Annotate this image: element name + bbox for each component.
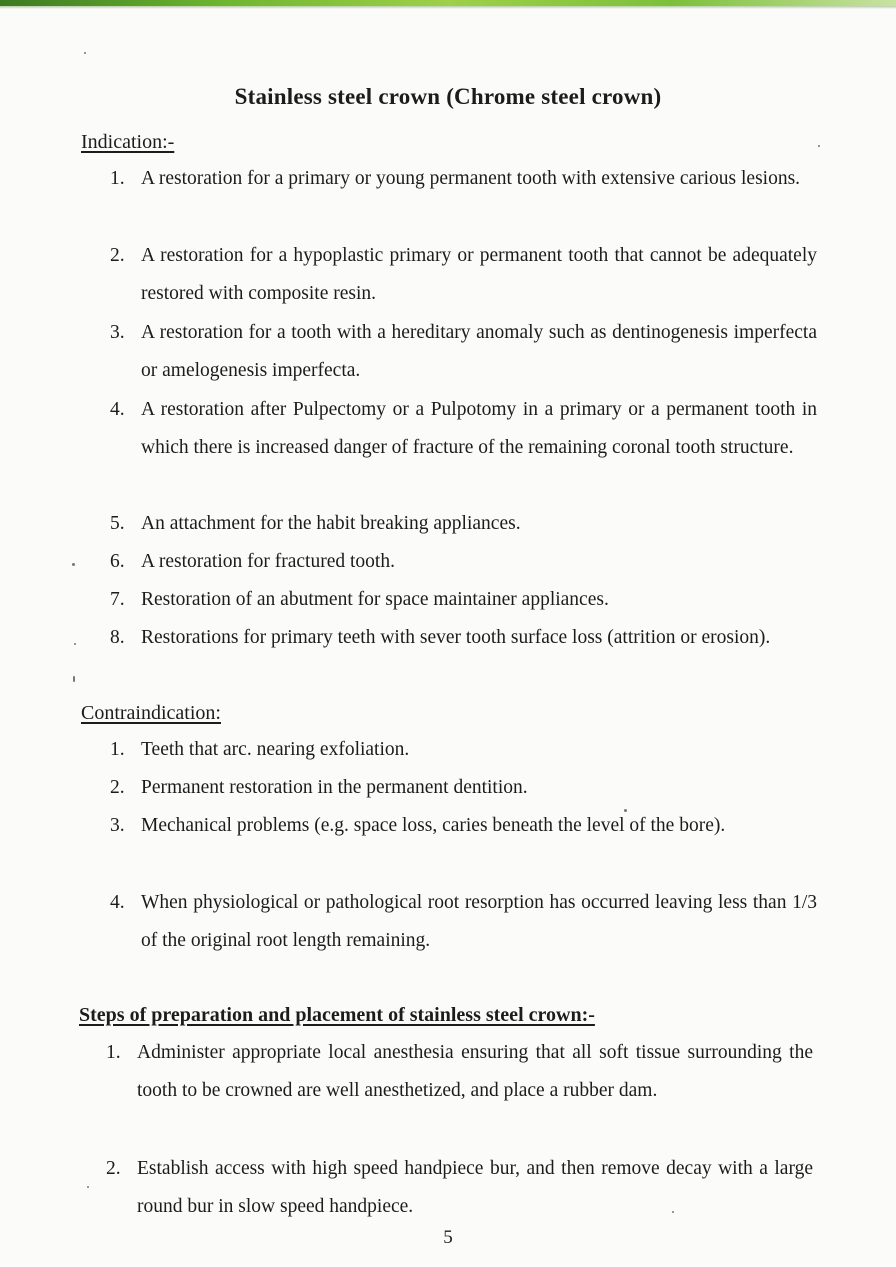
indication-item-4 — [110, 391, 817, 467]
indication-item-3 — [110, 314, 817, 390]
item-text: When physiological or pathological root resorption has occurred leaving less than 1/3 of the original root length remaining. — [141, 892, 817, 951]
page-number: 5 — [443, 1227, 453, 1248]
indication-item-1 — [110, 160, 817, 198]
scan-speck — [74, 643, 76, 645]
item-text: An attachment for the habit breaking appliances. — [141, 513, 521, 534]
indication-item-7 — [110, 581, 817, 619]
indication-item-2 — [110, 237, 817, 313]
item-number: 2. — [110, 245, 125, 266]
item-text: Establish access with high speed handpiece bur, and then remove decay with a large round bur in slow speed handpiece. — [137, 1158, 813, 1217]
item-text: A restoration for a tooth with a hereditary anomaly such as dentinogenesis imperfecta or amelogenesis imperfecta. — [141, 322, 817, 381]
item-text: Teeth that arc. nearing exfoliation. — [141, 739, 410, 760]
steps-item-2 — [106, 1150, 813, 1226]
item-number: 6. — [110, 551, 125, 572]
top-band-shadow — [0, 6, 896, 9]
item-number: 8. — [110, 627, 125, 648]
item-text: Permanent restoration in the permanent dentition. — [141, 777, 528, 798]
indication-heading: Indication:- — [81, 131, 175, 153]
scan-speck — [73, 676, 75, 682]
indication-item-8 — [110, 619, 817, 657]
item-text: Restorations for primary teeth with sever tooth surface loss (attrition or erosion). — [141, 627, 771, 648]
item-number: 3. — [110, 815, 125, 836]
item-number: 1. — [106, 1042, 121, 1063]
scan-speck — [84, 52, 86, 54]
item-number: 7. — [110, 589, 125, 610]
contraindication-item-3 — [110, 807, 817, 845]
steps-item-1 — [106, 1034, 813, 1110]
indication-item-6 — [110, 543, 817, 581]
steps-heading: Steps of preparation and placement of stainless steel crown:- — [79, 1004, 595, 1026]
item-number: 3. — [110, 322, 125, 343]
scan-speck — [624, 809, 627, 812]
contraindication-heading: Contraindication: — [81, 702, 221, 724]
item-number: 2. — [110, 777, 125, 798]
item-number: 2. — [106, 1158, 121, 1179]
item-text: A restoration for fractured tooth. — [141, 551, 395, 572]
scan-speck — [818, 145, 820, 147]
scan-speck — [87, 1186, 89, 1188]
scan-speck — [672, 1211, 674, 1213]
contraindication-item-4 — [110, 884, 817, 960]
item-text: A restoration for a primary or young permanent tooth with extensive carious lesions. — [141, 168, 801, 189]
contraindication-item-2 — [110, 769, 817, 807]
item-text: Restoration of an abutment for space maintainer appliances. — [141, 589, 609, 610]
item-text: A restoration after Pulpectomy or a Pulpotomy in a primary or a permanent tooth in which there is increased danger of fracture of the remaining coronal tooth structure. — [141, 399, 817, 458]
item-text: Administer appropriate local anesthesia ensuring that all soft tissue surrounding the tooth to be crowned are well anesthetized, and place a rubber dam. — [137, 1042, 813, 1101]
item-number: 1. — [110, 168, 125, 189]
item-number: 1. — [110, 739, 125, 760]
contraindication-item-1 — [110, 731, 817, 769]
item-text: A restoration for a hypoplastic primary or permanent tooth that cannot be adequately restored with composite resin. — [141, 245, 817, 304]
page-title: Stainless steel crown (Chrome steel crown) — [234, 84, 662, 109]
item-text: Mechanical problems (e.g. space loss, caries beneath the level of the bore). — [141, 815, 726, 836]
item-number: 4. — [110, 892, 125, 913]
scan-speck — [72, 563, 75, 566]
item-number: 4. — [110, 399, 125, 420]
item-number: 5. — [110, 513, 125, 534]
indication-item-5 — [110, 505, 817, 543]
